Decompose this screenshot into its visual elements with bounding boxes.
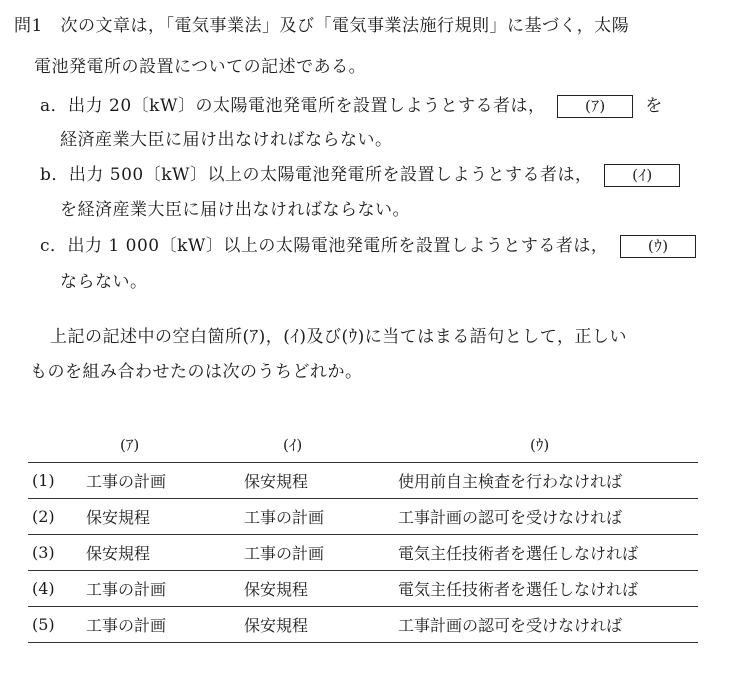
- question-number: 問1: [14, 16, 43, 36]
- choice-cell-a: 工事の計画: [86, 580, 167, 599]
- choice-number: (4): [32, 579, 55, 598]
- choice-cell-a: 工事の計画: [86, 616, 167, 635]
- answer-choices-table: [28, 462, 698, 643]
- question-stem-1: 次の文章は，「電気事業法」及び「電気事業法施行規則」に基づく，太陽: [60, 16, 630, 36]
- item-b-cont-line: [60, 198, 410, 222]
- choice-cell-b: 工事の計画: [244, 508, 325, 527]
- choice-cell-c: 電気主任技術者を選任しなければ: [398, 544, 639, 563]
- item-b-cont: を経済産業大臣に届け出なければならない。: [60, 200, 410, 220]
- item-b-text: b．出力 500〔kW〕以上の太陽電池発電所を設置しようとする者は，: [40, 165, 593, 185]
- choice-row[interactable]: [28, 571, 698, 607]
- blank-c-box: (ｳ): [620, 235, 696, 258]
- choice-cell-c: 工事計画の認可を受けなければ: [398, 616, 623, 635]
- prompt-line-2: [30, 360, 363, 384]
- choice-cell-b: 保安規程: [244, 616, 309, 635]
- choice-cell-b: 工事の計画: [244, 544, 325, 563]
- prompt-text-2: ものを組み合わせたのは次のうちどれか。: [30, 362, 363, 382]
- choice-number: (1): [32, 471, 55, 490]
- choice-number: (3): [32, 543, 55, 562]
- item-c-cont: ならない。: [60, 272, 148, 292]
- choice-cell-a: 保安規程: [86, 508, 151, 527]
- choice-cell-b: 保安規程: [244, 580, 309, 599]
- table-header-a: (ｱ): [120, 436, 140, 454]
- table-header-c: (ｳ): [530, 436, 550, 454]
- choice-cell-c: 工事計画の認可を受けなければ: [398, 508, 623, 527]
- choice-row[interactable]: [28, 607, 698, 643]
- question-line-2: [34, 55, 366, 79]
- item-a-cont: 経済産業大臣に届け出なければならない。: [60, 130, 393, 150]
- choice-row[interactable]: [28, 463, 698, 499]
- choice-cell-a: 保安規程: [86, 544, 151, 563]
- item-a-suffix: を: [645, 96, 663, 116]
- choice-row[interactable]: [28, 499, 698, 535]
- question-line-1: [14, 14, 629, 38]
- question-stem-2: 電池発電所の設置についての記述である。: [34, 57, 367, 77]
- item-c-cont-line: [60, 270, 148, 294]
- item-c-line: [40, 234, 702, 258]
- item-a-line: [40, 94, 663, 118]
- blank-b-box: (ｲ): [604, 164, 680, 187]
- item-b-line: [40, 163, 686, 187]
- choice-row[interactable]: [28, 535, 698, 571]
- prompt-line-1: [50, 325, 627, 349]
- item-c-text: c．出力 1 000〔kW〕以上の太陽電池発電所を設置しようとする者は，: [40, 236, 609, 256]
- choice-cell-c: 電気主任技術者を選任しなければ: [398, 580, 639, 599]
- table-header-b: (ｲ): [283, 436, 303, 454]
- choice-cell-b: 保安規程: [244, 472, 309, 491]
- blank-a-box: (ｱ): [557, 95, 633, 118]
- choice-number: (2): [32, 507, 55, 526]
- item-a-cont-line: [60, 128, 393, 152]
- prompt-text-1: 上記の記述中の空白箇所(ｱ)，(ｲ)及び(ｳ)に当てはまる語句として，正しい: [50, 327, 627, 347]
- choice-cell-c: 使用前自主検査を行わなければ: [398, 472, 623, 491]
- item-a-text: a．出力 20〔kW〕の太陽電池発電所を設置しようとする者は，: [40, 96, 546, 116]
- choice-cell-a: 工事の計画: [86, 472, 167, 491]
- choice-number: (5): [32, 615, 55, 634]
